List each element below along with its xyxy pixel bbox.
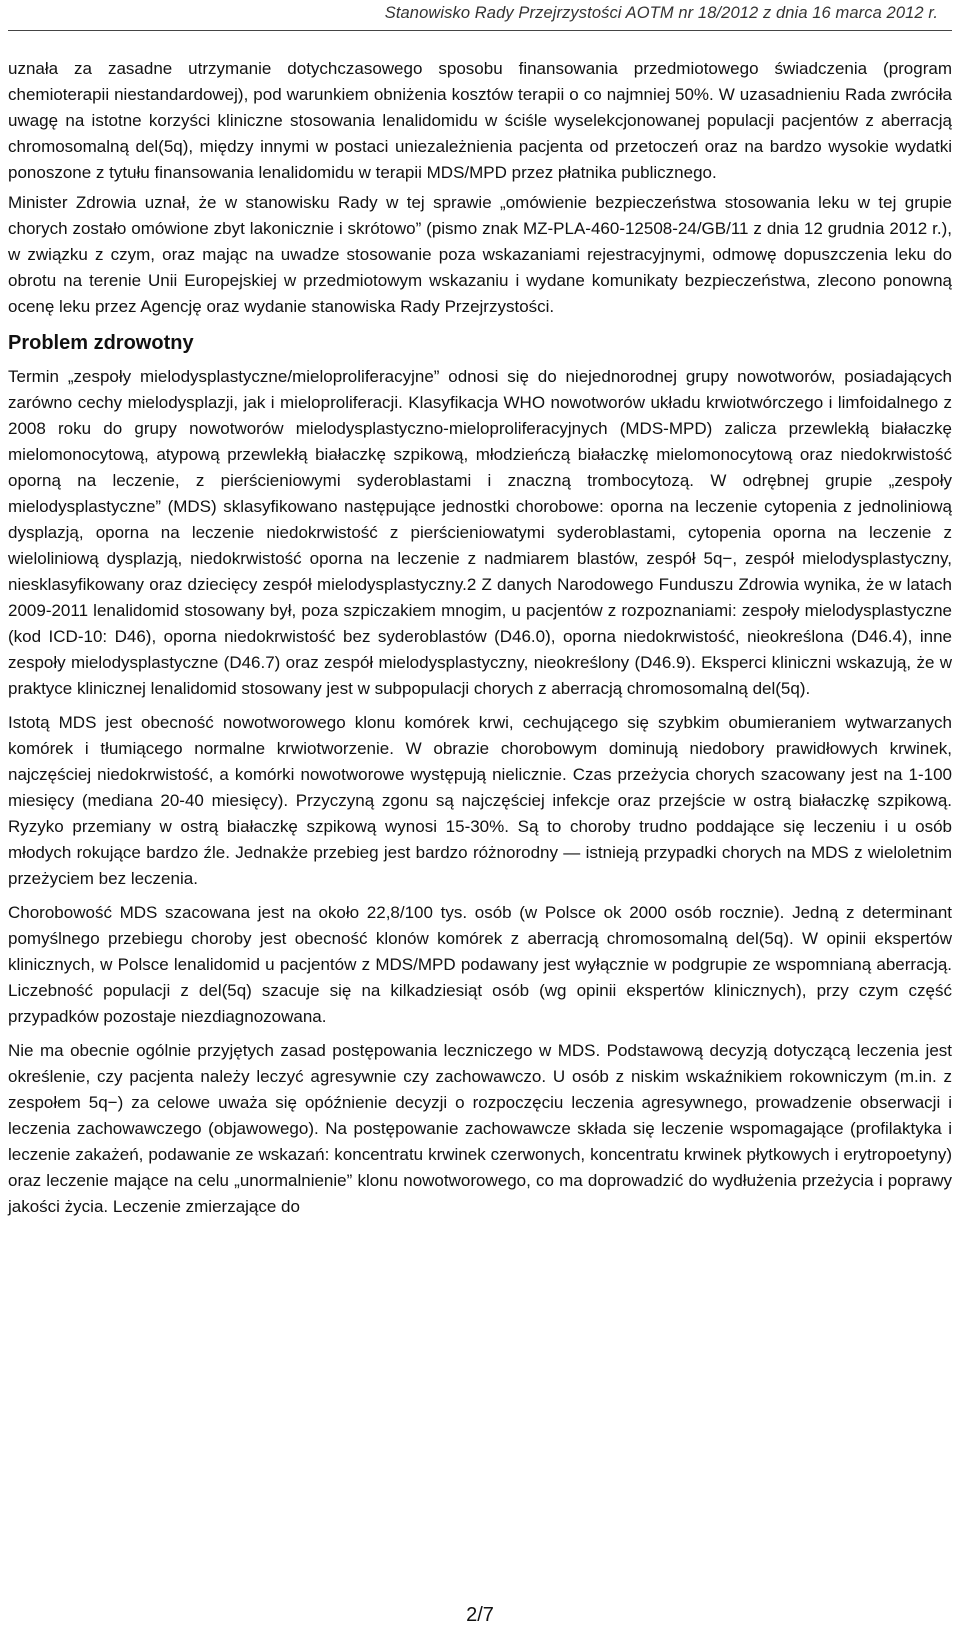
section-heading: Problem zdrowotny	[8, 332, 194, 354]
running-header: Stanowisko Rady Przejrzystości AOTM nr 18/2012 z dnia 16 marca 2012 r.	[384, 4, 938, 22]
paragraph: uznała za zasadne utrzymanie dotychczasowego sposobu finansowania przedmiotowego świadczenia (program chemioterapii niestandardowej), pod warunkiem obniżenia kosztów terapii o co najmniej 50%. W uzasadnieniu Rada zwróciła uwagę na istotne korzyści kliniczne stosowania lenalidomidu w ściśle wyselekcjonowanej populacji pacjentów z aberracją chromosomalną del(5q), między innymi w postaci uniezależnienia pacjenta od przetoczeń oraz na bardzo wysokie wydatki ponoszone z tytułu finansowania lenalidomidu w terapii MDS/MPD przez płatnika publicznego.	[8, 59, 952, 182]
paragraph: Nie ma obecnie ogólnie przyjętych zasad postępowania leczniczego w MDS. Podstawową decyzją dotyczącą leczenia jest określenie, czy pacjenta należy leczyć agresywnie czy zachowawczo. U osób z niskim wskaźnikiem rokowniczym (m.in. z zespołem 5q−) za celowe uważa się opóźnienie decyzji o rozpoczęciu leczenia agresywnego, prowadzenie obserwacji i leczenia zachowawczego (objawowego). Na postępowanie zachowawcze składa się leczenie wspomagające (profilaktyka i leczenie zakażeń, podawanie ze wskazań: koncentratu krwinek czerwonych, koncentratu krwinek płytkowych i erytropoetyny) oraz leczenie mające na celu „unormalnienie” klonu nowotworowego, co ma doprowadzić do wydłużenia przeżycia i poprawy jakości życia. Leczenie zmierzające do	[8, 1041, 952, 1216]
paragraph: Istotą MDS jest obecność nowotworowego klonu komórek krwi, cechującego się szybkim obumieraniem wytwarzanych komórek i tłumiącego normalne krwiotworzenie. W obrazie chorobowym dominują niedobory prawidłowych krwinek, najczęściej niedokrwistość, a komórki nowotworowe występują nielicznie. Czas przeżycia chorych szacowany jest na 1-100 miesięcy (mediana 20-40 miesięcy). Przyczyną zgonu są najczęściej infekcje oraz przejście w ostrą białaczkę szpikową. Ryzyko przemiany w ostrą białaczkę szpikową wynosi 15-30%. Są to choroby trudno poddające się leczeniu i u osób młodych rokujące bardzo źle. Jednakże przebieg jest bardzo różnorodny — istnieją przypadki chorych na MDS z wieloletnim przeżyciem bez leczenia.	[8, 713, 952, 888]
header-divider	[8, 30, 952, 31]
page-number: 2/7	[466, 1604, 494, 1626]
paragraph: Termin „zespoły mielodysplastyczne/mieloproliferacyjne” odnosi się do niejednorodnej grupy nowotworów, posiadających zarówno cechy mielodysplazji, jak i mieloproliferacji. Klasyfikacja WHO nowotworów układu krwiotwórczego i limfoidalnego z 2008 roku do grupy nowotworów mielodysplastyczno-mieloproliferacyjnych (MDS-MPD) zalicza przewlekłą białaczkę mielomonocytową, atypową przewlekłą białaczkę szpikową, młodzieńczą białaczkę mielomonocytową oraz niedokrwistość oporną na leczenie, z pierścieniowymi syderoblastami i znaczną trombocytozą. W odrębnej grupie „zespoły mielodysplastyczne” (MDS) sklasyfikowano następujące jednostki chorobowe: oporna na leczenie cytopenia z jednoliniową dysplazją, oporna na leczenie niedokrwistość z pierścieniowatymi syderoblastami, cytopenia oporna na leczenie z wieloliniową dysplazją, niedokrwistość oporna na leczenie z nadmiarem blastów, zespół 5q−, zespół mielodysplastyczny, niesklasyfikowany oraz dziecięcy zespół mielodysplastyczny.2 Z danych Narodowego Funduszu Zdrowia wynika, że w latach 2009-2011 lenalidomid stosowany był, poza szpiczakiem mnogim, u pacjentów z rozpoznaniami: zespoły mielodysplastyczne (kod ICD-10: D46), oporna niedokrwistość bez syderoblastów (D46.0), oporna niedokrwistość, nieokreślona (D46.4), inne zespoły mielodysplastyczne (D46.7) oraz zespół mielodysplastyczny, nieokreślony (D46.9). Eksperci kliniczni wskazują, że w praktyce klinicznej lenalidomid stosowany jest w subpopulacji chorych z aberracją chromosomalną del(5q).	[8, 367, 952, 698]
paragraph: Chorobowość MDS szacowana jest na około 22,8/100 tys. osób (w Polsce ok 2000 osób rocznie). Jedną z determinant pomyślnego przebiegu choroby jest obecność klonów komórek z aberracją chromosomalną del(5q). W opinii ekspertów klinicznych, w Polsce lenalidomid u pacjentów z MDS/MPD podawany jest wyłącznie w podgrupie ze wspomnianą aberracją. Liczebność populacji z del(5q) szacuje się na kilkadziesiąt osób (wg opinii ekspertów klinicznych), przy czym część przypadków pozostaje niezdiagnozowana.	[8, 903, 952, 1026]
paragraph: Minister Zdrowia uznał, że w stanowisku Rady w tej sprawie „omówienie bezpieczeństwa stosowania leku w tej grupie chorych zostało omówione zbyt lakonicznie i skrótowo” (pismo znak MZ-PLA-460-12508-24/GB/11 z dnia 12 grudnia 2012 r.), w związku z czym, oraz mając na uwadze stosowanie poza wskazaniami rejestracyjnymi, odmowę dopuszczenia leku do obrotu na terenie Unii Europejskiej w przedmiotowym wskazaniu i wydane komunikaty bezpieczeństwa, zlecono ponowną ocenę leku przez Agencję oraz wydanie stanowiska Rady Przejrzystości.	[8, 193, 952, 316]
document-body	[8, 56, 952, 1228]
